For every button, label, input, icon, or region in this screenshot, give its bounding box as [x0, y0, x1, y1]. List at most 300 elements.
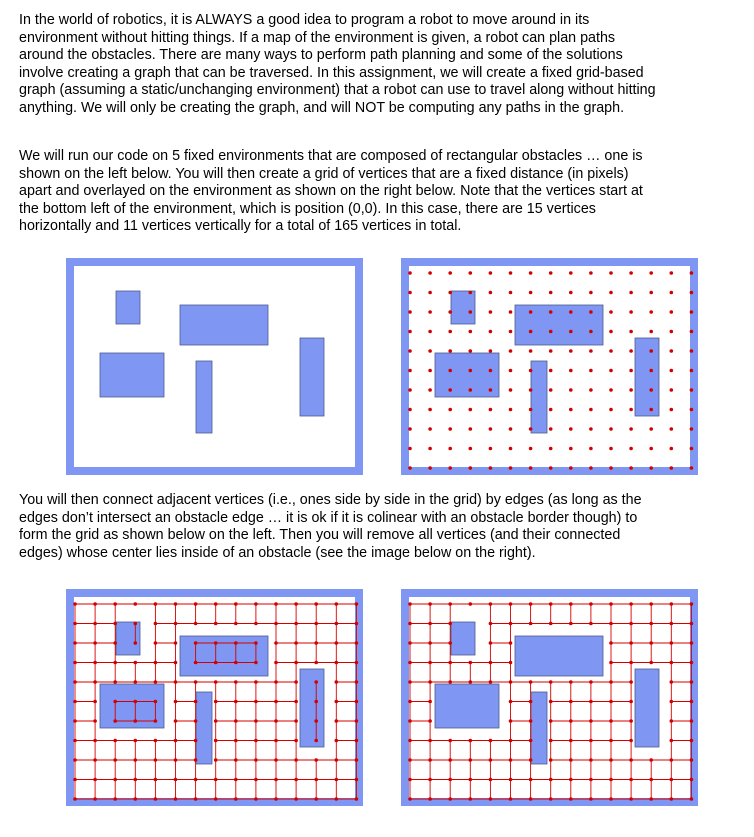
grid-vertex [509, 271, 513, 275]
grid-vertex [670, 310, 674, 314]
grid-vertex [529, 427, 533, 431]
grid-vertex [609, 641, 613, 645]
grid-vertex [589, 388, 593, 392]
grid-vertex [569, 602, 573, 606]
text-line: anything. We will only be creating the graph, and will NOT be computing any paths in the graph. [19, 99, 625, 116]
grid-vertex [469, 271, 473, 275]
grid-vertex [649, 349, 653, 353]
grid-vertex [234, 778, 238, 782]
grid-vertex [670, 739, 674, 743]
grid-vertex [649, 291, 653, 295]
grid-vertex [93, 680, 97, 684]
grid-vertex [93, 700, 97, 704]
grid-vertex [274, 739, 278, 743]
environment-paragraph [19, 148, 739, 236]
grid-vertex [134, 739, 138, 743]
grid-vertex [609, 330, 613, 334]
grid-vertex [73, 778, 77, 782]
grid-vertex [113, 739, 117, 743]
grid-vertex [509, 700, 513, 704]
grid-vertex [314, 680, 318, 684]
obstacle [100, 353, 164, 397]
grid-vertex [294, 758, 298, 762]
grid-vertex [589, 330, 593, 334]
grid-vertex [629, 641, 633, 645]
obstacle [635, 338, 659, 416]
grid-vertex [314, 641, 318, 645]
grid-vertex [134, 778, 138, 782]
grid-vertex [670, 719, 674, 723]
grid-vertex [448, 408, 452, 412]
grid-vertex [174, 797, 178, 801]
grid-vertex [509, 388, 513, 392]
grid-vertex [509, 622, 513, 626]
text-line: We will run our code on 5 fixed environments that are composed of rectangular obstacles … one is [19, 148, 643, 164]
grid-vertex [234, 719, 238, 723]
obstacle [435, 684, 499, 728]
grid-vertex [690, 797, 694, 801]
grid-vertex [569, 330, 573, 334]
grid-vertex [670, 271, 674, 275]
grid-vertex [589, 408, 593, 412]
grid-vertex [408, 388, 412, 392]
grid-vertex [690, 466, 694, 470]
grid-vertex [489, 291, 493, 295]
obstacle [116, 291, 140, 324]
grid-vertex [549, 797, 553, 801]
grid-vertex [670, 369, 674, 373]
grid-vertex [355, 739, 359, 743]
grid-vertex [509, 719, 513, 723]
grid-vertex [549, 388, 553, 392]
grid-vertex [690, 680, 694, 684]
grid-vertex [469, 330, 473, 334]
grid-vertex [690, 349, 694, 353]
grid-vertex [214, 680, 218, 684]
grid-vertex [609, 680, 613, 684]
grid-vertex [489, 447, 493, 451]
grid-vertex [154, 641, 158, 645]
grid-vertex [408, 719, 412, 723]
top-wall [401, 258, 698, 266]
grid-vertex [609, 388, 613, 392]
grid-vertex [214, 622, 218, 626]
grid-vertex [428, 369, 432, 373]
grid-vertex [609, 758, 613, 762]
grid-vertex [690, 408, 694, 412]
text-line: involve creating a graph that can be traversed. In this assignment, we will create a fixed grid-based [19, 64, 644, 81]
grid-vertex [529, 622, 533, 626]
grid-vertex [549, 271, 553, 275]
grid-vertex [154, 758, 158, 762]
grid-vertex [134, 797, 138, 801]
grid-vertex [448, 271, 452, 275]
grid-vertex [469, 388, 473, 392]
right-wall [690, 258, 698, 475]
obstacle [196, 361, 212, 433]
grid-vertex [448, 291, 452, 295]
grid-vertex [335, 622, 339, 626]
grid-vertex [294, 778, 298, 782]
text-line: horizontally and 11 vertices vertically for a total of 165 vertices in total. [19, 218, 462, 234]
vertex-grid-figure [401, 258, 698, 475]
grid-vertex [93, 602, 97, 606]
left-wall [66, 589, 74, 806]
grid-vertex [274, 622, 278, 626]
grid-vertex [428, 330, 432, 334]
text-line: shown on the left below. You will then create a grid of vertices that are a fixed distance (in pixels) [19, 165, 629, 182]
grid-vertex [629, 602, 633, 606]
grid-vertex [355, 758, 359, 762]
grid-vertex [428, 641, 432, 645]
grid-vertex [670, 349, 674, 353]
grid-vertex [234, 622, 238, 626]
grid-vertex [529, 369, 533, 373]
grid-vertex [113, 680, 117, 684]
grid-vertex [254, 641, 258, 645]
grid-vertex [93, 797, 97, 801]
grid-vertex [408, 602, 412, 606]
grid-vertex [690, 758, 694, 762]
grid-vertex [214, 719, 218, 723]
grid-vertex [549, 349, 553, 353]
grid-vertex [489, 408, 493, 412]
grid-vertex [428, 427, 432, 431]
grid-vertex [134, 641, 138, 645]
grid-vertex [335, 602, 339, 606]
grid-vertex [355, 797, 359, 801]
grid-vertex [214, 602, 218, 606]
grid-vertex [355, 719, 359, 723]
grid-vertex [314, 622, 318, 626]
grid-vertex [629, 466, 633, 470]
grid-vertex [569, 719, 573, 723]
grid-vertex [609, 719, 613, 723]
grid-vertex [234, 680, 238, 684]
grid-vertex [509, 797, 513, 801]
grid-vertex [355, 661, 359, 665]
grid-vertex [154, 739, 158, 743]
obstacle [196, 692, 212, 764]
text-line: the bottom left of the environment, which is position (0,0). In this case, there are 15 vertices [19, 200, 596, 217]
grid-vertex [113, 719, 117, 723]
grid-vertex [254, 739, 258, 743]
grid-vertex [509, 466, 513, 470]
grid-vertex [629, 680, 633, 684]
grid-vertex [469, 778, 473, 782]
grid-vertex [174, 778, 178, 782]
grid-vertex [154, 680, 158, 684]
grid-vertex [314, 778, 318, 782]
grid-vertex [649, 369, 653, 373]
grid-vertex [469, 291, 473, 295]
grid-vertex [489, 797, 493, 801]
grid-vertex [254, 719, 258, 723]
grid-vertex [194, 641, 198, 645]
grid-vertex [134, 602, 138, 606]
grid-vertex [509, 447, 513, 451]
grid-vertex [509, 310, 513, 314]
grid-vertex [690, 291, 694, 295]
grid-vertex [629, 388, 633, 392]
grid-vertex [448, 369, 452, 373]
obstacle [300, 669, 324, 747]
edges-paragraph [19, 492, 739, 562]
grid-vertex [154, 661, 158, 665]
grid-vertex [569, 622, 573, 626]
grid-vertex [314, 797, 318, 801]
grid-vertex [569, 466, 573, 470]
grid-vertex [549, 408, 553, 412]
grid-vertex [335, 661, 339, 665]
grid-vertex [609, 349, 613, 353]
grid-vertex [73, 700, 77, 704]
grid-vertex [489, 271, 493, 275]
grid-vertex [509, 739, 513, 743]
grid-vertex [214, 641, 218, 645]
grid-vertex [469, 310, 473, 314]
text-line: edges don’t intersect an obstacle edge … it is ok if it is colinear with an obstacle border though) to [19, 509, 638, 526]
grid-vertex [73, 797, 77, 801]
grid-vertex [314, 602, 318, 606]
grid-vertex [690, 700, 694, 704]
grid-vertex [428, 349, 432, 353]
grid-vertex [294, 622, 298, 626]
grid-vertex [113, 641, 117, 645]
grid-vertex [73, 739, 77, 743]
grid-vertex [355, 700, 359, 704]
grid-vertex [589, 758, 593, 762]
grid-vertex [428, 466, 432, 470]
grid-vertex [174, 680, 178, 684]
obstacle [451, 622, 475, 655]
grid-vertex [609, 271, 613, 275]
grid-vertex [408, 661, 412, 665]
connected-grid-figure [66, 589, 363, 806]
grid-vertex [690, 369, 694, 373]
grid-vertex [529, 310, 533, 314]
grid-vertex [448, 778, 452, 782]
grid-vertex [690, 622, 694, 626]
grid-vertex [629, 330, 633, 334]
grid-vertex [73, 661, 77, 665]
grid-vertex [489, 778, 493, 782]
grid-vertex [93, 778, 97, 782]
grid-vertex [274, 700, 278, 704]
grid-vertex [294, 719, 298, 723]
grid-vertex [408, 349, 412, 353]
grid-vertex [254, 758, 258, 762]
grid-vertex [589, 291, 593, 295]
grid-vertex [489, 349, 493, 353]
grid-vertex [469, 349, 473, 353]
grid-vertex [649, 758, 653, 762]
text-line: graph (assuming a static/unchanging environment) that a robot can use to travel along without hitting [19, 82, 656, 98]
grid-vertex [274, 641, 278, 645]
grid-vertex [335, 739, 339, 743]
grid-vertex [408, 447, 412, 451]
grid-vertex [113, 778, 117, 782]
text-line: form the grid as shown below on the left. Then you will remove all vertices (and their connected [19, 527, 621, 543]
grid-vertex [234, 661, 238, 665]
grid-vertex [589, 700, 593, 704]
grid-vertex [73, 641, 77, 645]
grid-vertex [529, 739, 533, 743]
grid-vertex [589, 349, 593, 353]
grid-vertex [448, 349, 452, 353]
grid-vertex [294, 661, 298, 665]
grid-vertex [234, 602, 238, 606]
grid-vertex [690, 310, 694, 314]
grid-vertex [529, 408, 533, 412]
grid-vertex [113, 661, 117, 665]
grid-vertex [154, 622, 158, 626]
grid-vertex [428, 310, 432, 314]
grid-vertex [629, 758, 633, 762]
grid-vertex [549, 758, 553, 762]
grid-vertex [194, 622, 198, 626]
environment-figure [66, 258, 363, 475]
grid-vertex [649, 447, 653, 451]
grid-vertex [529, 680, 533, 684]
grid-vertex [194, 700, 198, 704]
grid-vertex [529, 388, 533, 392]
grid-vertex [489, 661, 493, 665]
grid-vertex [254, 680, 258, 684]
grid-vertex [448, 758, 452, 762]
grid-vertex [428, 447, 432, 451]
text-line: You will then connect adjacent vertices (i.e., ones side by side in the grid) by edges (as long as the [19, 492, 642, 508]
grid-vertex [408, 641, 412, 645]
grid-vertex [335, 680, 339, 684]
grid-vertex [113, 700, 117, 704]
grid-vertex [174, 758, 178, 762]
grid-vertex [629, 447, 633, 451]
grid-vertex [609, 466, 613, 470]
grid-vertex [174, 622, 178, 626]
grid-vertex [629, 408, 633, 412]
grid-vertex [428, 622, 432, 626]
right-wall [355, 258, 363, 475]
grid-vertex [489, 622, 493, 626]
grid-vertex [649, 466, 653, 470]
grid-vertex [609, 739, 613, 743]
grid-vertex [529, 271, 533, 275]
grid-vertex [355, 778, 359, 782]
grid-vertex [569, 271, 573, 275]
grid-vertex [355, 602, 359, 606]
grid-vertex [355, 680, 359, 684]
grid-vertex [448, 680, 452, 684]
grid-vertex [670, 641, 674, 645]
grid-vertex [408, 291, 412, 295]
grid-vertex [569, 700, 573, 704]
grid-vertex [113, 602, 117, 606]
grid-vertex [428, 739, 432, 743]
grid-vertex [629, 310, 633, 314]
grid-vertex [448, 661, 452, 665]
obstacle [531, 692, 547, 764]
grid-vertex [629, 369, 633, 373]
grid-vertex [314, 739, 318, 743]
grid-vertex [670, 661, 674, 665]
grid-vertex [448, 330, 452, 334]
grid-vertex [214, 758, 218, 762]
grid-vertex [335, 778, 339, 782]
grid-vertex [509, 427, 513, 431]
grid-vertex [194, 778, 198, 782]
grid-vertex [569, 388, 573, 392]
grid-vertex [589, 719, 593, 723]
grid-vertex [294, 700, 298, 704]
grid-vertex [408, 271, 412, 275]
top-wall [66, 258, 363, 266]
grid-vertex [254, 661, 258, 665]
grid-vertex [408, 330, 412, 334]
grid-vertex [670, 700, 674, 704]
grid-vertex [670, 758, 674, 762]
grid-vertex [649, 661, 653, 665]
grid-vertex [489, 388, 493, 392]
grid-vertex [194, 758, 198, 762]
grid-vertex [174, 700, 178, 704]
grid-vertex [428, 680, 432, 684]
grid-vertex [649, 388, 653, 392]
grid-vertex [529, 797, 533, 801]
grid-vertex [609, 797, 613, 801]
grid-vertex [569, 369, 573, 373]
grid-vertex [670, 447, 674, 451]
grid-vertex [355, 622, 359, 626]
grid-vertex [670, 622, 674, 626]
grid-vertex [194, 797, 198, 801]
grid-vertex [254, 778, 258, 782]
grid-vertex [609, 408, 613, 412]
grid-vertex [629, 291, 633, 295]
grid-vertex [408, 369, 412, 373]
grid-vertex [670, 388, 674, 392]
obstacle [635, 669, 659, 747]
grid-vertex [509, 661, 513, 665]
grid-vertex [469, 739, 473, 743]
grid-vertex [489, 427, 493, 431]
grid-vertex [314, 700, 318, 704]
grid-vertex [408, 680, 412, 684]
grid-vertex [569, 349, 573, 353]
grid-vertex [649, 641, 653, 645]
grid-vertex [670, 330, 674, 334]
grid-vertex [93, 622, 97, 626]
grid-vertex [489, 602, 493, 606]
grid-vertex [194, 719, 198, 723]
grid-vertex [274, 797, 278, 801]
grid-vertex [408, 797, 412, 801]
grid-vertex [93, 719, 97, 723]
grid-vertex [428, 408, 432, 412]
obstacle [180, 305, 268, 345]
grid-vertex [335, 641, 339, 645]
grid-vertex [670, 466, 674, 470]
grid-vertex [469, 797, 473, 801]
grid-vertex [234, 641, 238, 645]
grid-vertex [569, 291, 573, 295]
grid-vertex [234, 700, 238, 704]
grid-vertex [589, 427, 593, 431]
grid-vertex [609, 427, 613, 431]
grid-vertex [489, 310, 493, 314]
grid-vertex [529, 778, 533, 782]
grid-vertex [589, 680, 593, 684]
